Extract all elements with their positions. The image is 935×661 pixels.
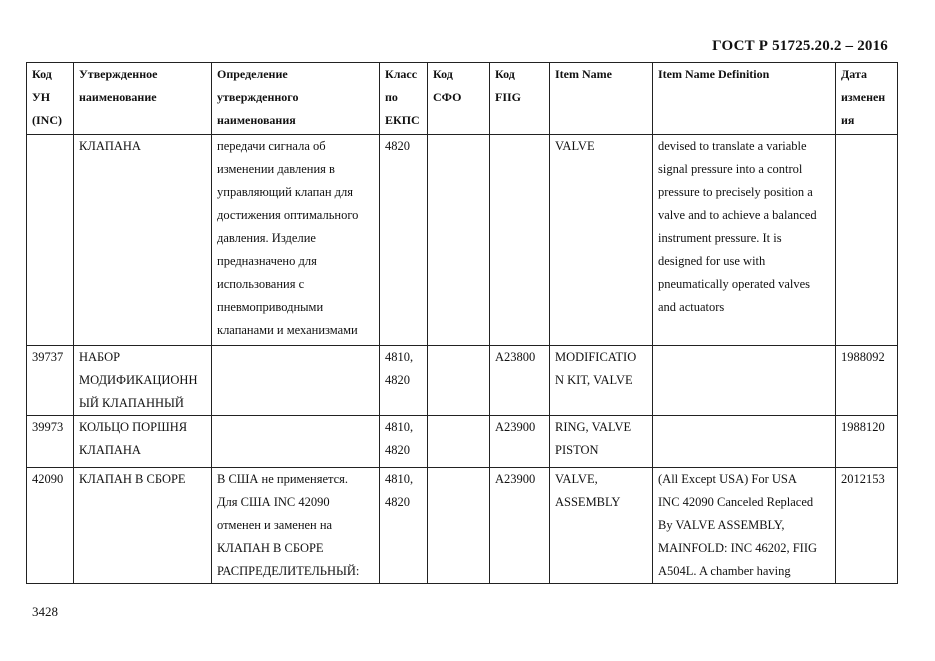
header-text-line: по — [385, 90, 398, 104]
header-text-line: Код — [32, 67, 52, 81]
header-text-line: Класс — [385, 67, 418, 81]
fiig-code-cell — [490, 468, 550, 584]
cell-text-line: VALVE — [555, 139, 595, 153]
table-row — [27, 135, 898, 346]
inc-code-cell — [27, 346, 74, 416]
fiig-code-cell — [490, 416, 550, 468]
inc-code-cell — [27, 416, 74, 468]
cell-text-line: Для США INC 42090 — [217, 495, 330, 509]
header-text-line: (INC) — [32, 113, 62, 127]
cell-text-line: изменении давления в — [217, 162, 335, 176]
item-name-cell — [550, 135, 653, 346]
column-header-sfo-code — [428, 63, 490, 135]
sfo-code-cell — [428, 135, 490, 346]
cell-text-line: 39973 — [32, 420, 64, 434]
change-date-cell — [836, 416, 898, 468]
cell-text-line: PISTON — [555, 443, 599, 457]
cell-text-line: НАБОР — [79, 350, 121, 364]
column-header-class — [380, 63, 428, 135]
approved-name-cell — [74, 416, 212, 468]
item-name-cell — [550, 416, 653, 468]
cell-text-line: MAINFOLD: INC 46202, FIIG — [658, 541, 818, 555]
cell-text-line: A504L. A chamber having — [658, 564, 791, 578]
cell-text-line: ASSEMBLY — [555, 495, 621, 509]
column-header-fiig-code — [490, 63, 550, 135]
header-text-line: СФО — [433, 90, 462, 104]
cell-text-line: клапанами и механизмами — [217, 323, 358, 337]
cell-text-line: КЛАПАНА — [79, 443, 141, 457]
cell-text-line: МОДИФИКАЦИОНН — [79, 373, 198, 387]
sfo-code-cell — [428, 468, 490, 584]
cell-text-line: signal pressure into a control — [658, 162, 803, 176]
change-date-cell — [836, 135, 898, 346]
registry-table — [26, 62, 898, 584]
page-number: 3428 — [32, 604, 58, 619]
cell-text-line: 4820 — [385, 139, 410, 153]
cell-text-line: использования с — [217, 277, 305, 291]
item-name-definition-cell — [653, 135, 836, 346]
cell-text-line: pressure to precisely position a — [658, 185, 813, 199]
cell-text-line: 4820 — [385, 443, 410, 457]
cell-text-line: designed for use with — [658, 254, 766, 268]
cell-text-line: пневмоприводными — [217, 300, 324, 314]
class-cell — [380, 135, 428, 346]
cell-text-line: КЛАПАН В СБОРЕ — [79, 472, 186, 486]
header-text-line: Item Name Definition — [658, 67, 770, 81]
column-header-item-name-definition — [653, 63, 836, 135]
header-text-line: Item Name — [555, 67, 612, 81]
cell-text-line: devised to translate a variable — [658, 139, 807, 153]
cell-text-line: valve and to achieve a balanced — [658, 208, 817, 222]
definition-cell — [212, 416, 380, 468]
cell-text-line: INC 42090 Canceled Replaced — [658, 495, 814, 509]
cell-text-line: (All Except USA) For USA — [658, 472, 797, 486]
column-header-change-date — [836, 63, 898, 135]
approved-name-cell — [74, 346, 212, 416]
change-date-cell — [836, 468, 898, 584]
class-cell — [380, 416, 428, 468]
item-name-cell — [550, 346, 653, 416]
header-text-line: наименования — [217, 113, 296, 127]
cell-text-line: 4820 — [385, 495, 410, 509]
header-text-line: утвержденного — [217, 90, 299, 104]
header-text-line: ия — [841, 113, 855, 127]
column-header-item-name — [550, 63, 653, 135]
cell-text-line: 1988120 — [841, 420, 885, 434]
definition-cell — [212, 468, 380, 584]
header-text-line: изменен — [841, 90, 886, 104]
cell-text-line: управляющий клапан для — [217, 185, 354, 199]
cell-text-line: pneumatically operated valves — [658, 277, 811, 291]
column-header-approved-name — [74, 63, 212, 135]
cell-text-line: 39737 — [32, 350, 64, 364]
header-text-line: FIIG — [495, 90, 522, 104]
inc-code-cell — [27, 468, 74, 584]
cell-text-line: 4820 — [385, 373, 410, 387]
cell-text-line: 42090 — [32, 472, 64, 486]
approved-name-cell — [74, 135, 212, 346]
cell-text-line: A23800 — [495, 350, 536, 364]
table-row — [27, 416, 898, 468]
fiig-code-cell — [490, 135, 550, 346]
cell-text-line: РАСПРЕДЕЛИТЕЛЬНЫЙ: — [217, 564, 360, 578]
class-cell — [380, 346, 428, 416]
inc-code-cell — [27, 135, 74, 346]
cell-text-line: 1988092 — [841, 350, 885, 364]
cell-text-line: A23900 — [495, 420, 536, 434]
table-row — [27, 346, 898, 416]
cell-text-line: КОЛЬЦО ПОРШНЯ — [79, 420, 188, 434]
cell-text-line: В США не применяется. — [217, 472, 349, 486]
cell-text-line: передачи сигнала об — [217, 139, 326, 153]
cell-text-line: instrument pressure. It is — [658, 231, 782, 245]
cell-text-line: 4810, — [385, 472, 414, 486]
header-text-line: наименование — [79, 90, 157, 104]
approved-name-cell — [74, 468, 212, 584]
cell-text-line: 4810, — [385, 350, 414, 364]
column-header-definition — [212, 63, 380, 135]
class-cell — [380, 468, 428, 584]
cell-text-line: предназначено для — [217, 254, 317, 268]
cell-text-line: VALVE, — [555, 472, 598, 486]
sfo-code-cell — [428, 416, 490, 468]
table-header-row — [27, 63, 898, 135]
cell-text-line: 4810, — [385, 420, 414, 434]
cell-text-line: отменен и заменен на — [217, 518, 333, 532]
item-name-definition-cell — [653, 416, 836, 468]
item-name-cell — [550, 468, 653, 584]
header-text-line: Код — [495, 67, 515, 81]
header-text-line: ЕКПС — [385, 113, 420, 127]
definition-cell — [212, 135, 380, 346]
header-text-line: Дата — [841, 67, 867, 81]
cell-text-line: By VALVE ASSEMBLY, — [658, 518, 785, 532]
cell-text-line: and actuators — [658, 300, 725, 314]
header-text-line: Определение — [217, 67, 288, 81]
cell-text-line: КЛАПАН В СБОРЕ — [217, 541, 324, 555]
cell-text-line: A23900 — [495, 472, 536, 486]
column-header-inc-code — [27, 63, 74, 135]
header-text-line: Утвержденное — [79, 67, 158, 81]
cell-text-line: достижения оптимального — [217, 208, 359, 222]
cell-text-line: 2012153 — [841, 472, 885, 486]
fiig-code-cell — [490, 346, 550, 416]
cell-text-line: КЛАПАНА — [79, 139, 141, 153]
document-title: ГОСТ Р 51725.20.2 – 2016 — [712, 38, 888, 54]
change-date-cell — [836, 346, 898, 416]
cell-text-line: RING, VALVE — [555, 420, 632, 434]
header-text-line: Код — [433, 67, 453, 81]
header-text-line: УН — [32, 90, 51, 104]
cell-text-line: MODIFICATIO — [555, 350, 637, 364]
cell-text-line: давления. Изделие — [217, 231, 316, 245]
table-row — [27, 468, 898, 584]
cell-text-line: N KIT, VALVE — [555, 373, 633, 387]
sfo-code-cell — [428, 346, 490, 416]
cell-text-line: ЫЙ КЛАПАННЫЙ — [79, 396, 184, 410]
item-name-definition-cell — [653, 468, 836, 584]
item-name-definition-cell — [653, 346, 836, 416]
definition-cell — [212, 346, 380, 416]
